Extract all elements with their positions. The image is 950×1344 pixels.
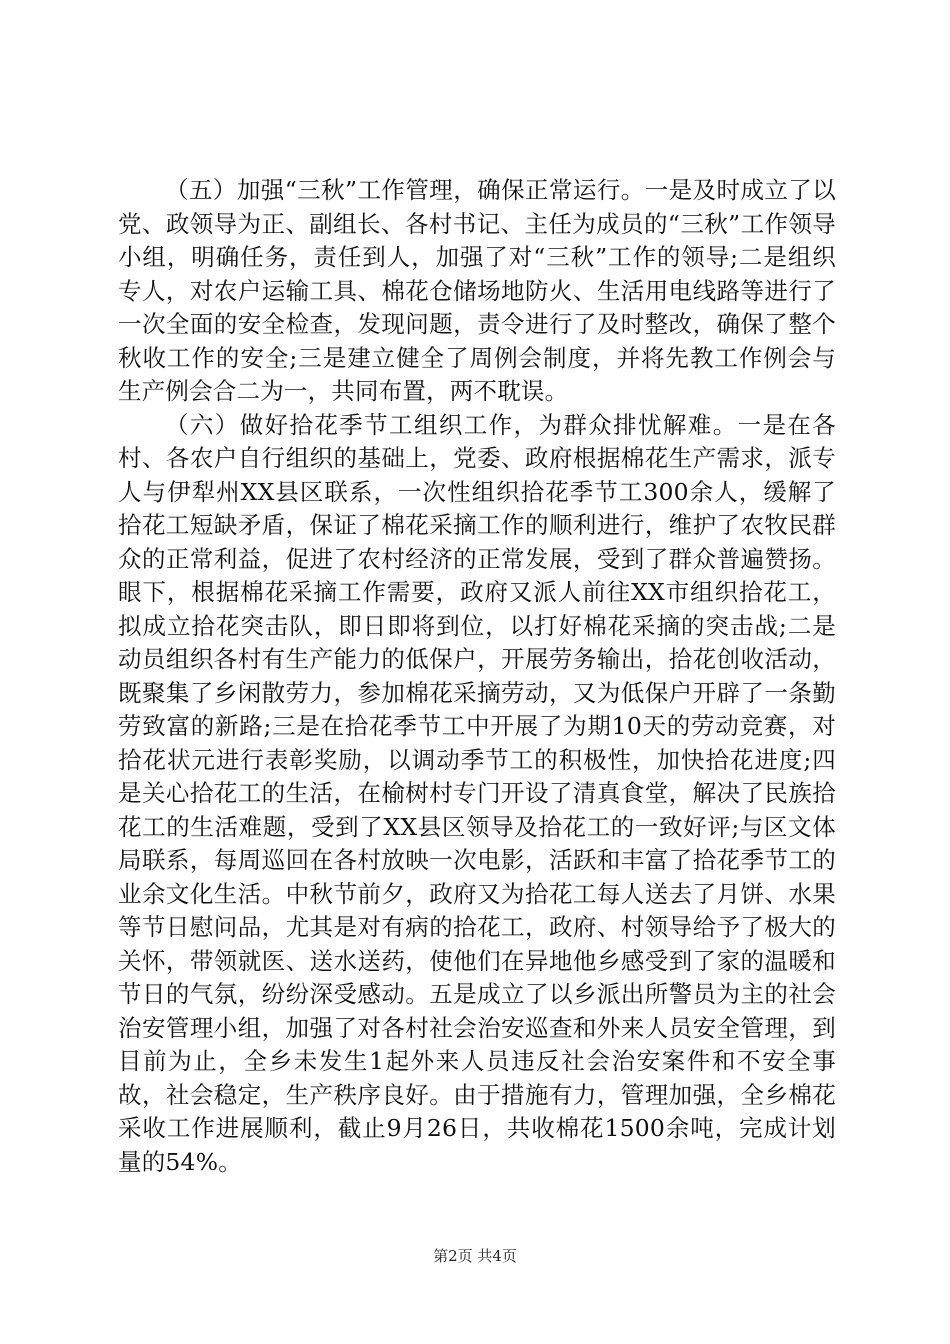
page-footer: 第2页 共4页 bbox=[433, 1247, 517, 1265]
document-body bbox=[118, 174, 836, 1179]
paragraph-six: （六）做好拾花季节工组织工作，为群众排忧解难。一是在各村、各农户自行组织的基础上，党委、政府根据棉花生产需求，派专人与伊犁州XX县区联系，一次性组织拾花季节工300余人，缓解了拾花工短缺矛盾，保证了棉花采摘工作的顺利进行，维护了农牧民群众的正常利益，促进了农村经济的正常发展，受到了群众普遍赞扬。眼下，根据棉花采摘工作需要，政府又派人前往XX市组织拾花工，拟成立拾花突击队，即日即将到位，以打好棉花采摘的突击战;二是动员组织各村有生产能力的低保户，开展劳务输出，拾花创收活动，既聚集了乡闲散劳力，参加棉花采摘劳动，又为低保户开辟了一条勤劳致富的新路;三是在拾花季节工中开展了为期10天的劳动竞赛，对拾花状元进行表彰奖励，以调动季节工的积极性，加快拾花进度;四是关心拾花工的生活，在榆树村专门开设了清真食堂，解决了民族拾花工的生活难题，受到了XX县区领导及拾花工的一致好评;与区文体局联系，每周巡回在各村放映一次电影，活跃和丰富了拾花季节工的业余文化生活。中秋节前夕，政府又为拾花工每人送去了月饼、水果等节日慰问品，尤其是对有病的拾花工，政府、村领导给予了极大的关怀，带领就医、送水送药，使他们在异地他乡感受到了家的温暖和节日的气氛，纷纷深受感动。五是成立了以乡派出所警员为主的社会治安管理小组，加强了对各村社会治安巡查和外来人员安全管理，到目前为止，全乡未发生1起外来人员违反社会治安案件和不安全事故，社会稳定，生产秩序良好。由于措施有力，管理加强，全乡棉花采收工作进展顺利，截止9月26日，共收棉花1500余吨，完成计划量的54%。 bbox=[118, 410, 836, 1176]
paragraph-five: （五）加强“三秋”工作管理，确保正常运行。一是及时成立了以党、政领导为正、副组长、各村书记、主任为成员的“三秋”工作领导小组，明确任务，责任到人，加强了对“三秋”工作的领导;二是组织专人，对农户运输工具、棉花仓储场地防火、生活用电线路等进行了一次全面的安全检查，发现问题，责令进行了及时整改，确保了整个秋收工作的安全;三是建立健全了周例会制度，并将先教工作例会与生产例会合二为一，共同布置，两不耽误。 bbox=[118, 176, 836, 405]
